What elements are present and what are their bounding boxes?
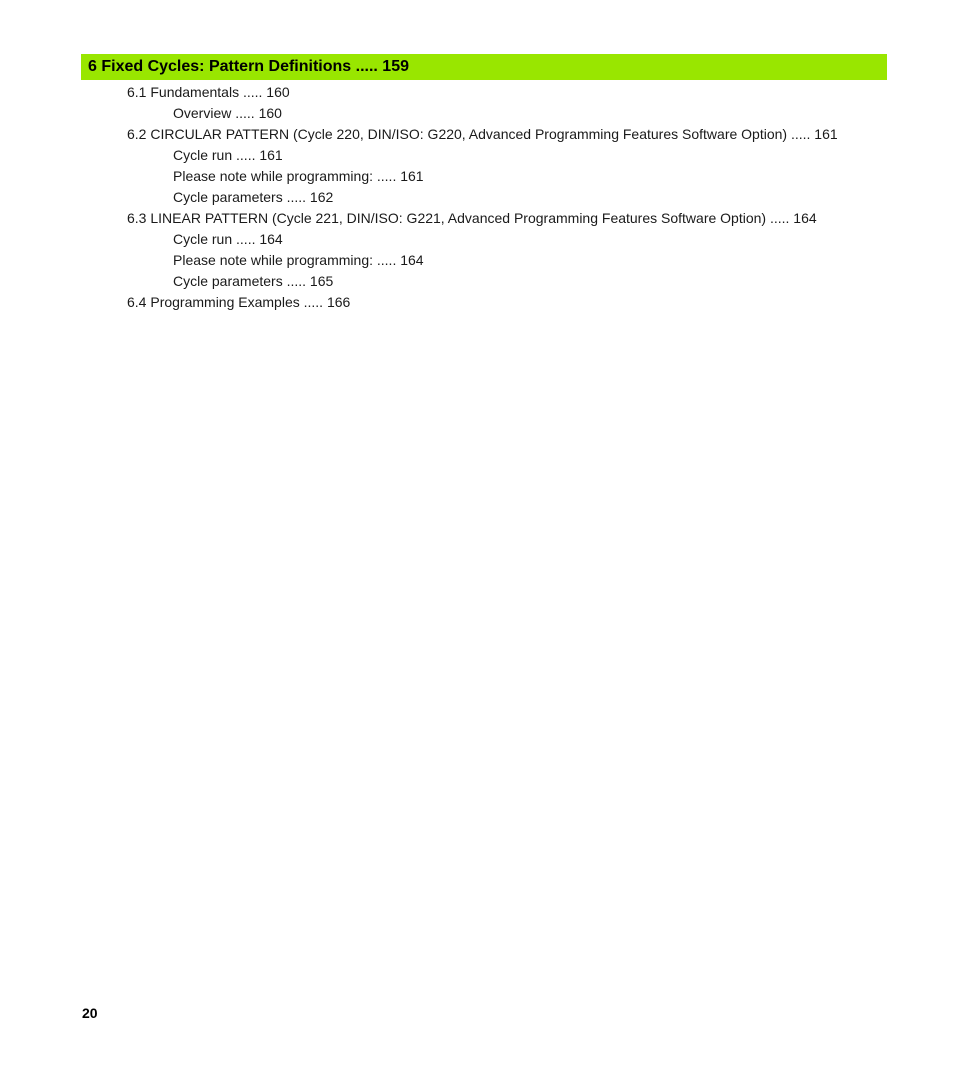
toc-entry-6-2[interactable]: 6.2 CIRCULAR PATTERN (Cycle 220, DIN/ISO: G220, Advanced Programming Features Software Option) ..... 161	[127, 126, 838, 142]
table-of-contents	[0, 82, 954, 313]
page-number: 20	[82, 1005, 98, 1021]
toc-entry-overview[interactable]: Overview ..... 160	[173, 105, 282, 121]
chapter-heading-banner[interactable]	[81, 54, 887, 80]
toc-entry-6-2-cycle-parameters[interactable]: Cycle parameters ..... 162	[173, 189, 334, 205]
toc-entry-6-2-programming-notes[interactable]: Please note while programming: ..... 161	[173, 168, 424, 184]
toc-entry-6-4[interactable]: 6.4 Programming Examples ..... 166	[127, 294, 351, 310]
toc-entry-6-3-cycle-parameters[interactable]: Cycle parameters ..... 165	[173, 273, 334, 289]
toc-entry-6-1[interactable]: 6.1 Fundamentals ..... 160	[127, 84, 290, 100]
toc-entry-6-3-programming-notes[interactable]: Please note while programming: ..... 164	[173, 252, 424, 268]
toc-entry-6-3[interactable]: 6.3 LINEAR PATTERN (Cycle 221, DIN/ISO: G221, Advanced Programming Features Software Option) ..... 164	[127, 210, 817, 226]
toc-entry-6-3-cycle-run[interactable]: Cycle run ..... 164	[173, 231, 283, 247]
toc-entry-6-2-cycle-run[interactable]: Cycle run ..... 161	[173, 147, 283, 163]
chapter-heading: 6 Fixed Cycles: Pattern Definitions ..... 159	[88, 58, 409, 75]
